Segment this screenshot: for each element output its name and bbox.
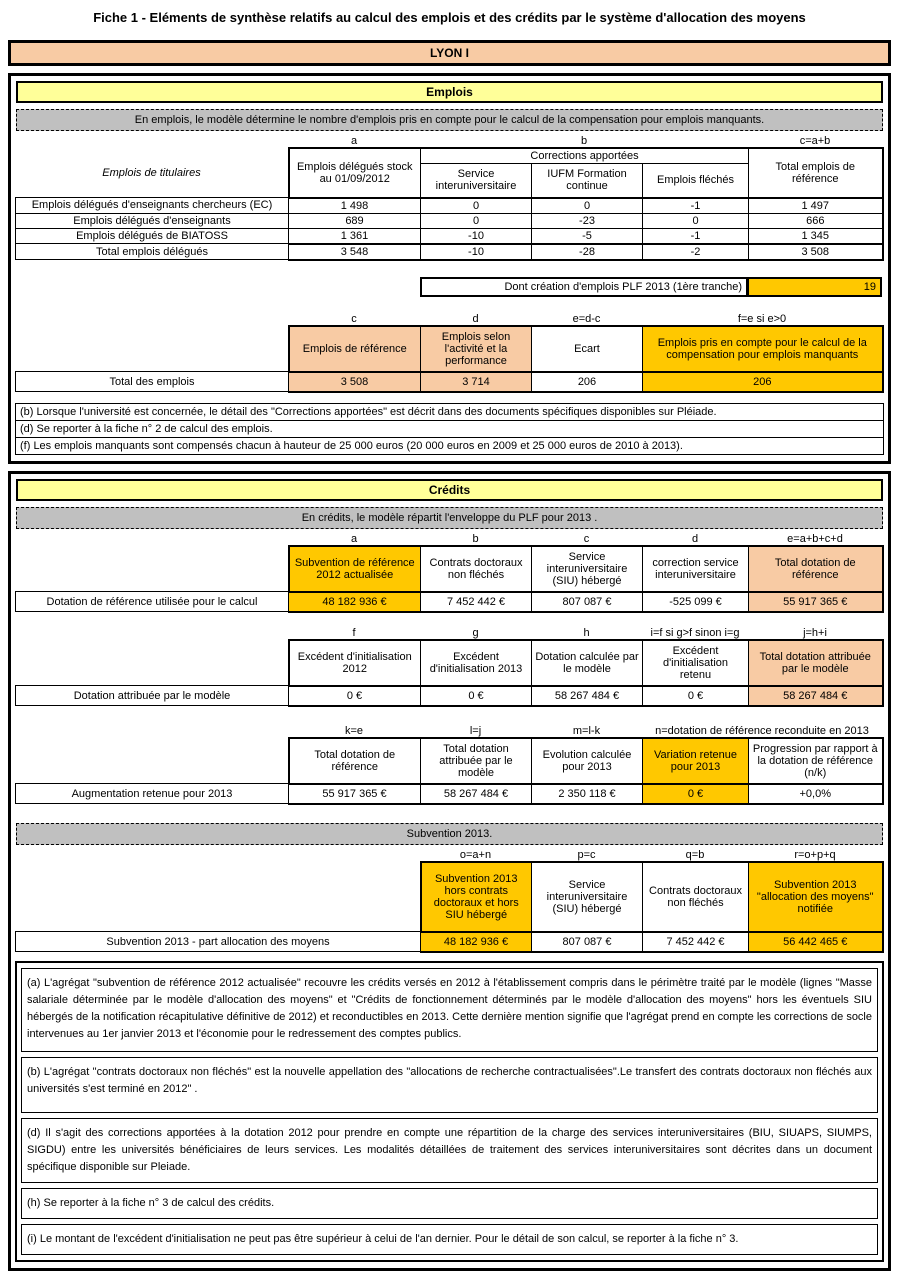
header-cell: Contrats doctoraux non fléchés: [421, 546, 532, 592]
col-letter: d: [691, 532, 699, 545]
section-credits: [8, 471, 891, 1271]
header-cell: Evolution calculée pour 2013: [532, 738, 643, 784]
value-cell: -1: [643, 228, 749, 244]
value-cell: -23: [532, 213, 643, 228]
header-cell: Subvention de référence 2012 actualisée: [289, 546, 421, 592]
subvention-table: [15, 861, 884, 953]
value-cell: 689: [289, 213, 421, 228]
letters-spacer: [15, 313, 288, 325]
value-cell: -2: [643, 244, 749, 260]
value-cell: 3 508: [749, 244, 883, 260]
row-label: Dotation attribuée par le modèle: [16, 686, 289, 706]
value-cell: 55 917 365 €: [749, 592, 883, 612]
value-cell: 7 452 442 €: [421, 592, 532, 612]
header-cell-iufm: IUFM Formation continue: [532, 164, 643, 198]
col-letter: i=f si g>f sinon i=g: [650, 626, 740, 639]
value-cell: 0: [643, 213, 749, 228]
value-cell: +0,0%: [749, 784, 883, 804]
col-letter-a: a: [350, 135, 358, 147]
header-cell-stock: Emplois délégués stock au 01/09/2012: [289, 148, 421, 198]
table1-row-header: Emplois de titulaires: [16, 148, 289, 198]
value-cell: 0 €: [643, 686, 749, 706]
value-cell: -10: [421, 228, 532, 244]
col-letter: n=dotation de référence reconduite en 2013: [655, 724, 869, 737]
page-title: Fiche 1 - Eléments de synthèse relatifs au calcul des emplois et des crédits par le système d'allocation des moyens: [93, 10, 806, 25]
header-cell: Service interuniversitaire (SIU) hébergé: [532, 862, 643, 932]
value-cell: 3 508: [289, 372, 421, 392]
table-row: [16, 372, 883, 392]
footnote: (d) Il s'agit des corrections apportées à la dotation 2012 pour prendre en compte une répartition de la charge des services interuniversitaires (BIU, SIUAPS, SIUMPS, SIGDU) entre les universités bénéficiaires de leurs services. Les modalités détaillées de traitement des services interuniversitaires sont décrites dans un document spécifique disponible sur Pleiade.: [21, 1118, 878, 1183]
value-cell: 1 498: [289, 198, 421, 214]
value-cell: -525 099 €: [643, 592, 749, 612]
row-label: Emplois délégués d'enseignants chercheurs (EC): [16, 198, 289, 214]
header-spacer: [16, 862, 421, 932]
col-letter-b: b: [580, 135, 588, 147]
value-cell: 1 497: [749, 198, 883, 214]
subvention-letters: [15, 849, 884, 861]
header-spacer: [16, 326, 289, 372]
value-cell: 0: [421, 213, 532, 228]
footnote: (b) Lorsque l'université est concernée, le détail des "Corrections apportées" est décrit dans des documents spécifiques disponibles sur Pléiade.: [15, 403, 884, 421]
value-cell: 55 917 365 €: [289, 784, 421, 804]
value-cell: 206: [532, 372, 643, 392]
letters-spacer: [15, 725, 288, 737]
col-letter: f: [352, 626, 356, 639]
table-total-row: [16, 244, 883, 260]
value-cell: 3 548: [289, 244, 421, 260]
row-label: Emplois délégués d'enseignants: [16, 213, 289, 228]
credits-dotation-modele-table: [15, 639, 884, 707]
header-cell-fleches: Emplois fléchés: [643, 164, 749, 198]
value-cell: 56 442 465 €: [749, 932, 883, 952]
value-cell: 58 267 484 €: [421, 784, 532, 804]
table-row: [16, 198, 883, 214]
col-letter: j=h+i: [803, 626, 827, 639]
col-letter: a: [350, 532, 358, 545]
value-cell: 7 452 442 €: [643, 932, 749, 952]
col-letter: k=e: [344, 724, 364, 737]
row-label: Emplois délégués de BIATOSS: [16, 228, 289, 244]
header-cell: Subvention 2013 "allocation des moyens" notifiée: [749, 862, 883, 932]
emplois-footnotes: [15, 403, 884, 455]
footnote: (i) Le montant de l'excédent d'initialisation ne peut pas être supérieur à celui de l'an dernier. Pour le détail de son calcul, se reporter à la fiche n° 3.: [21, 1224, 878, 1255]
value-cell: 1 361: [289, 228, 421, 244]
header-spacer: [16, 738, 289, 784]
col-letter: r=o+p+q: [794, 848, 836, 861]
header-cell: Contrats doctoraux non fléchés: [643, 862, 749, 932]
col-letter: q=b: [685, 848, 705, 861]
col-letter-f: f=e si e>0: [737, 312, 787, 325]
value-cell: 0 €: [643, 784, 749, 804]
plf-creation-row: [420, 277, 884, 297]
col-letter: c: [583, 532, 590, 545]
header-spacer: [16, 640, 289, 686]
header-cell: Total dotation attribuée par le modèle: [421, 738, 532, 784]
table-row: [16, 228, 883, 244]
table-row: [16, 592, 883, 612]
header-cell-ecart: Ecart: [532, 326, 643, 372]
value-cell: 807 087 €: [532, 592, 643, 612]
col-letter: b: [472, 532, 479, 545]
header-cell-total: Total emplois de référence: [749, 148, 883, 198]
value-cell: 3 714: [421, 372, 532, 392]
value-cell: -10: [421, 244, 532, 260]
header-cell: Subvention 2013 hors contrats doctoraux et hors SIU hébergé: [421, 862, 532, 932]
emplois-table2-letters: [15, 313, 884, 325]
value-cell: 2 350 118 €: [532, 784, 643, 804]
col-letter: l=j: [469, 724, 482, 737]
table-row: [16, 213, 883, 228]
value-cell: 0: [421, 198, 532, 214]
header-cell: Total dotation de référence: [749, 546, 883, 592]
header-spacer: [16, 546, 289, 592]
header-cell-activite: Emplois selon l'activité et la performance: [421, 326, 532, 372]
emplois-compensation-table: [15, 325, 884, 393]
header-cell: Total dotation de référence: [289, 738, 421, 784]
header-cell-siu: Service interuniversitaire: [421, 164, 532, 198]
subvention-banner: Subvention 2013.: [16, 823, 883, 845]
row-label: Subvention 2013 - part allocation des moyens: [16, 932, 421, 952]
footnote: (d) Se reporter à la fiche n° 2 de calcul des emplois.: [15, 420, 884, 438]
credits-tableC-letters: [15, 725, 884, 737]
value-cell: 666: [749, 213, 883, 228]
value-cell: -28: [532, 244, 643, 260]
header-cell-reference: Emplois de référence: [289, 326, 421, 372]
letters-spacer: [15, 849, 420, 861]
col-letter: p=c: [577, 848, 596, 861]
value-cell: 1 345: [749, 228, 883, 244]
credits-model-banner: En crédits, le modèle répartit l'enveloppe du PLF pour 2013 .: [16, 507, 883, 529]
table-row: [16, 686, 883, 706]
header-cell-compensation: Emplois pris en compte pour le calcul de la compensation pour emplois manquants: [643, 326, 883, 372]
col-letter: o=a+n: [459, 848, 492, 861]
section-emplois: [8, 73, 891, 464]
col-letter: g: [472, 626, 479, 639]
row-label: Total des emplois: [16, 372, 289, 392]
value-cell: 807 087 €: [532, 932, 643, 952]
emplois-delegues-table: [15, 147, 884, 261]
value-cell: 0 €: [421, 686, 532, 706]
col-letter-d: d: [472, 312, 479, 325]
header-cell: Dotation calculée par le modèle: [532, 640, 643, 686]
emplois-model-banner: En emplois, le modèle détermine le nombre d'emplois pris en compte pour le calcul de la compensation pour emplois manquants.: [16, 109, 883, 131]
header-cell: Service interuniversitaire (SIU) hébergé: [532, 546, 643, 592]
table-row: [16, 932, 883, 952]
university-banner: LYON I: [8, 40, 891, 66]
letters-spacer: [15, 135, 288, 147]
footnote: (b) L'agrégat "contrats doctoraux non fléchés" est la nouvelle appellation des "allocations de recherche contractualisées".Le transfert des contrats doctoraux non fléchés aux universités s'est terminé en 2012" .: [21, 1057, 878, 1113]
letters-spacer: [15, 627, 288, 639]
value-cell: 206: [643, 372, 883, 392]
value-cell: -1: [643, 198, 749, 214]
row-label: Total emplois délégués: [16, 244, 289, 260]
value-cell: -5: [532, 228, 643, 244]
header-cell: Excédent d'initialisation 2012: [289, 640, 421, 686]
plf-creation-value: 19: [748, 277, 882, 297]
credits-section-header: Crédits: [16, 479, 883, 501]
header-cell: Variation retenue pour 2013: [643, 738, 749, 784]
row-label: Dotation de référence utilisée pour le calcul: [16, 592, 289, 612]
value-cell: 0 €: [289, 686, 421, 706]
col-letter-c: c: [351, 312, 357, 325]
table-row: [16, 784, 883, 804]
emplois-section-header: Emplois: [16, 81, 883, 103]
col-letter: h: [583, 626, 590, 639]
col-letter: m=l-k: [572, 724, 601, 737]
col-letter: e=a+b+c+d: [787, 532, 843, 545]
header-cell: Total dotation attribuée par le modèle: [749, 640, 883, 686]
credits-tableB-letters: [15, 627, 884, 639]
value-cell: 58 267 484 €: [532, 686, 643, 706]
header-cell-corrections: Corrections apportées: [421, 148, 749, 164]
value-cell: 48 182 936 €: [421, 932, 532, 952]
header-cell: Progression par rapport à la dotation de référence (n/k): [749, 738, 883, 784]
header-cell: correction service interuniversitaire: [643, 546, 749, 592]
footnote: (h) Se reporter à la fiche n° 3 de calcul des crédits.: [21, 1188, 878, 1219]
header-cell: Excédent d'initialisation retenu: [643, 640, 749, 686]
credits-tableA-letters: [15, 533, 884, 545]
value-cell: 58 267 484 €: [749, 686, 883, 706]
col-letter-e: e=d-c: [572, 312, 601, 325]
header-cell: Excédent d'initialisation 2013: [421, 640, 532, 686]
value-cell: 48 182 936 €: [289, 592, 421, 612]
credits-dotation-reference-table: [15, 545, 884, 613]
footnote: (f) Les emplois manquants sont compensés chacun à hauteur de 25 000 euros (20 000 euros en 2009 et 25 000 euros de 2010 à 2013).: [15, 437, 884, 455]
row-label: Augmentation retenue pour 2013: [16, 784, 289, 804]
credits-augmentation-table: [15, 737, 884, 805]
col-letter-c: c=a+b: [799, 135, 831, 147]
credits-footnotes: [15, 961, 884, 1262]
emplois-table1-letters: [15, 135, 884, 147]
value-cell: 0: [532, 198, 643, 214]
letters-spacer: [15, 533, 288, 545]
plf-creation-label: Dont création d'emplois PLF 2013 (1ère tranche): [420, 277, 748, 297]
footnote: (a) L'agrégat "subvention de référence 2012 actualisée" recouvre les crédits versés en 2012 à l'établissement compris dans le périmètre traité par le modèle (lignes "Masse salariale déterminée par le modèle d'allocation des moyens" et "Crédits de fonctionnement déterminés par le modèle d'allocation des moyens" hors les éventuels SIU hébergés de la notification récapitulative définitive de 2012) et reconductibles en 2013. Cette dernière mention signifie que l'agrégat prend en compte les corrections de socle intervenues au 1er janvier 2013 et l'économie pour le redressement des comptes publics.: [21, 968, 878, 1052]
